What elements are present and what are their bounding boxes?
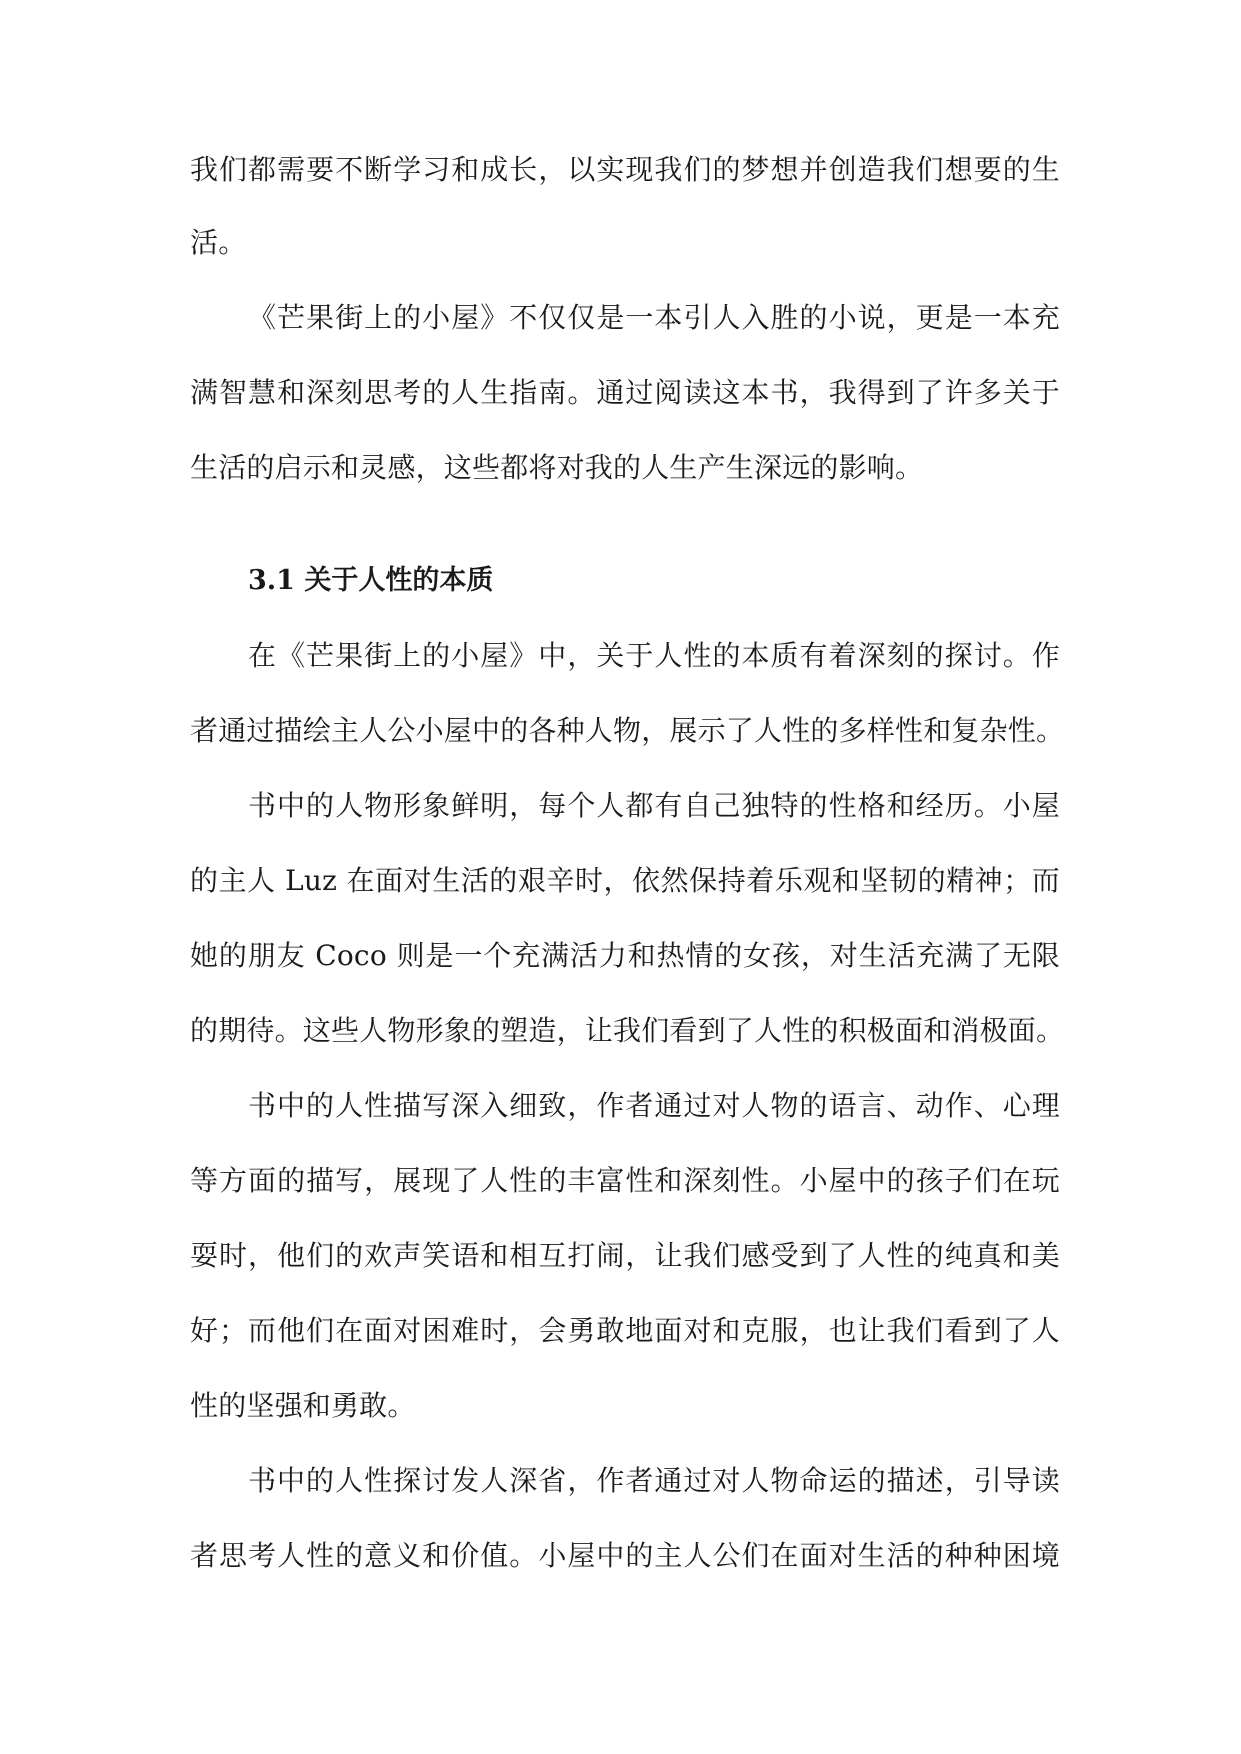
paragraph-line: 性的坚强和勇敢。	[190, 1389, 416, 1422]
paragraph-line: 者思考人性的意义和价值。小屋中的主人公们在面对生活的种种困境	[190, 1539, 1060, 1572]
paragraph-line: 我们都需要不断学习和成长，以实现我们的梦想并创造我们想要的生	[190, 153, 1060, 186]
paragraph-line: 生活的启示和灵感，这些都将对我的人生产生深远的影响。	[190, 451, 924, 484]
paragraph-line: 满智慧和深刻思考的人生指南。通过阅读这本书，我得到了许多关于	[190, 376, 1060, 409]
paragraph-line: 的期待。这些人物形象的塑造，让我们看到了人性的积极面和消极面。	[190, 1014, 1065, 1047]
paragraph-line: 好；而他们在面对困难时，会勇敢地面对和克服，也让我们看到了人	[190, 1314, 1060, 1347]
paragraph-line: 耍时，他们的欢声笑语和相互打闹，让我们感受到了人性的纯真和美	[190, 1239, 1060, 1272]
paragraph-line: 的主人 Luz 在面对生活的艰辛时，依然保持着乐观和坚韧的精神；而	[190, 864, 1060, 897]
paragraph-line: 书中的人物形象鲜明，每个人都有自己独特的性格和经历。小屋	[248, 789, 1060, 822]
section-heading: 3.1 关于人性的本质	[248, 565, 494, 596]
paragraph-line: 书中的人性描写深入细致，作者通过对人物的语言、动作、心理	[248, 1089, 1060, 1122]
paragraph-line: 书中的人性探讨发人深省，作者通过对人物命运的描述，引导读	[248, 1464, 1060, 1497]
paragraph-line: 她的朋友 Coco 则是一个充满活力和热情的女孩，对生活充满了无限	[190, 939, 1060, 972]
paragraph-line: 活。	[190, 226, 247, 259]
paragraph-line: 《芒果街上的小屋》不仅仅是一本引人入胜的小说，更是一本充	[248, 301, 1060, 334]
paragraph-line: 在《芒果街上的小屋》中，关于人性的本质有着深刻的探讨。作	[248, 639, 1060, 672]
paragraph-line: 等方面的描写，展现了人性的丰富性和深刻性。小屋中的孩子们在玩	[190, 1164, 1060, 1197]
paragraph-line: 者通过描绘主人公小屋中的各种人物，展示了人性的多样性和复杂性。	[190, 714, 1065, 747]
